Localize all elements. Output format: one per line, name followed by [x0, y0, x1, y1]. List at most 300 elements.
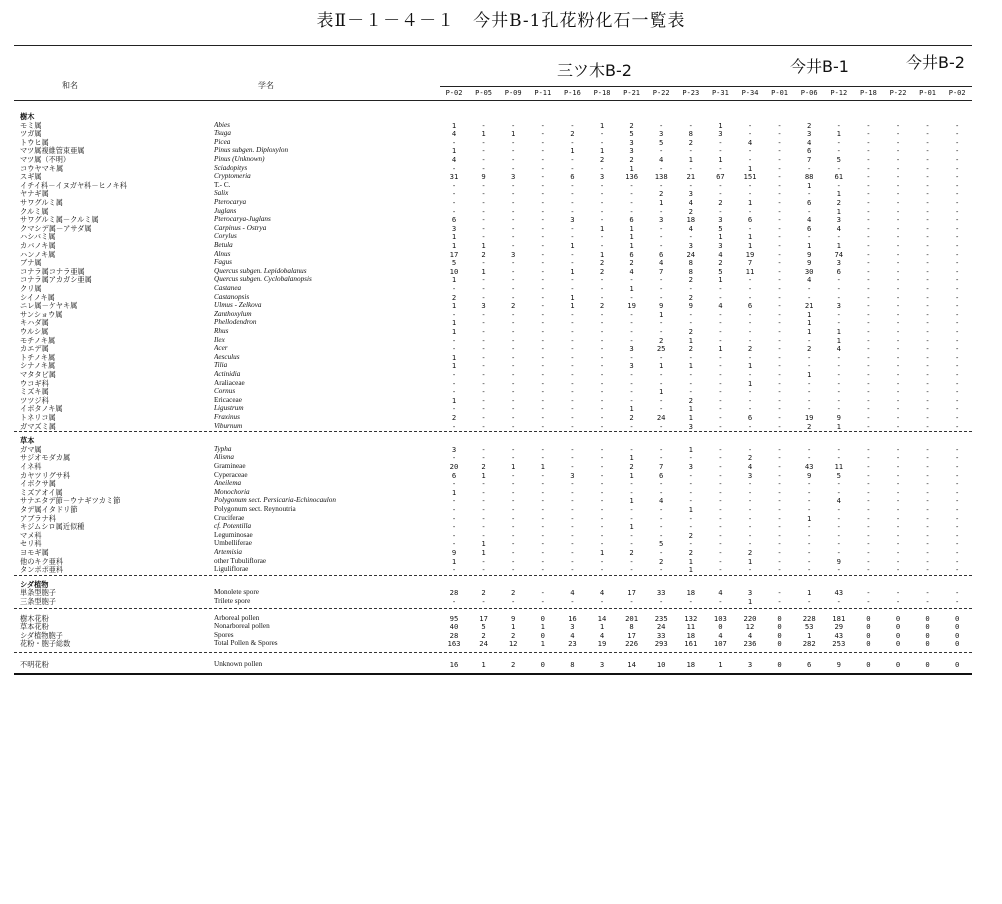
count-cell: -	[451, 206, 457, 216]
count-cell: -	[866, 404, 871, 414]
count-cell: 17	[627, 630, 636, 640]
count-cell: 3	[570, 215, 575, 225]
count-cell: 24	[656, 413, 666, 422]
count-cell: -	[807, 387, 812, 397]
count-cell: -	[807, 487, 812, 497]
count-cell: 1	[688, 335, 693, 345]
count-cell: 40	[449, 622, 459, 632]
count-cell: 6	[807, 660, 812, 669]
count-cell: -	[747, 206, 753, 216]
count-cell: -	[629, 335, 634, 345]
count-cell: 0	[866, 630, 871, 640]
count-cell: -	[540, 301, 545, 311]
count-cell: -	[895, 505, 901, 514]
count-cell: -	[777, 146, 782, 156]
count-cell: 4	[570, 630, 575, 640]
scientific-name: Polygonum sect. Persicaria-Echinocaulon	[214, 496, 336, 505]
count-cell: -	[540, 548, 545, 557]
scientific-name: Typha	[214, 444, 232, 453]
count-cell: 9	[481, 172, 486, 182]
scientific-name: Tsuga	[214, 129, 231, 138]
count-cell: -	[599, 513, 605, 523]
sample-code: P-22	[889, 89, 907, 97]
count-cell: 2	[688, 206, 693, 216]
count-cell: -	[629, 395, 634, 405]
count-cell: -	[777, 370, 782, 379]
count-cell: -	[599, 404, 605, 414]
count-cell: -	[925, 172, 930, 182]
count-cell: -	[540, 232, 545, 242]
count-cell: 2	[481, 588, 486, 598]
count-cell: -	[866, 163, 871, 173]
count-cell: -	[807, 522, 812, 532]
count-cell: -	[570, 513, 575, 523]
count-cell: -	[925, 206, 930, 216]
scientific-name: Quercus subgen. Cyclobalanopsis	[214, 275, 312, 284]
count-cell: -	[481, 309, 486, 319]
count-cell: -	[866, 284, 871, 293]
count-cell: 1	[836, 241, 841, 250]
count-cell: 5	[836, 470, 841, 480]
count-cell: -	[777, 172, 782, 182]
count-cell: 1	[511, 462, 516, 471]
count-cell: -	[925, 309, 930, 319]
count-cell: -	[895, 361, 901, 371]
count-cell: -	[866, 258, 871, 268]
count-cell: -	[895, 292, 901, 302]
count-cell: -	[570, 198, 575, 207]
sample-code: P-16	[563, 89, 581, 97]
count-cell: 9	[688, 301, 693, 311]
group-label-mitsugi-b2: 三ツ木B-2	[557, 61, 632, 80]
count-cell: 1	[807, 588, 812, 598]
table-row	[0, 639, 1002, 648]
count-cell: 1	[511, 622, 516, 632]
scientific-name: Acer	[214, 344, 228, 353]
count-cell: 10	[449, 266, 459, 276]
count-cell: 9	[511, 613, 516, 623]
count-cell: -	[807, 189, 812, 199]
count-cell: 0	[925, 630, 930, 640]
scientific-name: Zanthoxylum	[214, 309, 252, 318]
japanese-name: セリ科	[20, 539, 42, 549]
count-cell: 1	[570, 266, 575, 276]
count-cell: -	[955, 137, 960, 147]
count-cell: 0	[925, 613, 930, 623]
count-cell: -	[599, 137, 605, 147]
count-cell: 1	[599, 146, 605, 156]
count-cell: -	[895, 530, 901, 540]
count-cell: -	[511, 453, 516, 463]
count-cell: 12	[745, 622, 755, 632]
count-cell: -	[925, 470, 930, 480]
group-underline	[440, 86, 972, 87]
count-cell: -	[895, 155, 901, 164]
count-cell: -	[836, 120, 841, 130]
count-cell: -	[629, 539, 634, 549]
count-cell: 2	[688, 344, 693, 354]
count-cell: -	[718, 556, 723, 566]
count-cell: 1	[807, 630, 812, 640]
count-cell: 1	[540, 622, 545, 632]
count-cell: 107	[713, 639, 727, 649]
count-cell: -	[540, 470, 545, 480]
count-cell: -	[451, 479, 457, 489]
japanese-name: 三条型胞子	[20, 597, 56, 606]
japanese-name: クリ属	[20, 284, 42, 293]
count-cell: -	[866, 597, 871, 606]
count-cell: -	[718, 470, 723, 480]
count-cell: -	[955, 479, 960, 489]
sample-code: P-12	[830, 89, 848, 97]
count-cell: 6	[807, 146, 812, 156]
count-cell: -	[481, 479, 486, 489]
count-cell: 3	[451, 444, 457, 454]
count-cell: -	[570, 387, 575, 397]
count-cell: -	[451, 597, 457, 606]
count-cell: -	[925, 378, 930, 388]
count-cell: -	[511, 258, 516, 268]
japanese-name: ニレ属－ケヤキ属	[20, 301, 78, 311]
japanese-name: ミズアオイ属	[20, 487, 63, 497]
count-cell: -	[659, 404, 664, 414]
count-cell: 1	[451, 327, 457, 336]
count-cell: -	[925, 318, 930, 328]
count-cell: -	[629, 505, 634, 514]
count-cell: -	[777, 335, 782, 345]
count-cell: -	[777, 275, 782, 285]
count-cell: 1	[747, 597, 753, 606]
count-cell: 4	[718, 249, 723, 259]
count-cell: -	[540, 275, 545, 285]
count-cell: -	[511, 470, 516, 480]
count-cell: -	[895, 513, 901, 523]
count-cell: -	[540, 453, 545, 463]
count-cell: -	[895, 453, 901, 463]
count-cell: -	[629, 327, 634, 336]
count-cell: -	[570, 318, 575, 328]
count-cell: 1	[807, 370, 812, 379]
count-cell: -	[451, 387, 457, 397]
count-cell: -	[925, 556, 930, 566]
count-cell: -	[659, 370, 664, 379]
japanese-name: サジオモダカ属	[20, 453, 71, 463]
count-cell: 1	[688, 505, 693, 514]
count-cell: 3	[747, 470, 753, 480]
count-cell: -	[570, 421, 575, 431]
count-cell: -	[866, 223, 871, 233]
count-cell: -	[511, 387, 516, 397]
count-cell: -	[895, 258, 901, 268]
count-cell: 5	[659, 539, 664, 549]
group-label-imai-b2: 今井B-2	[906, 53, 965, 72]
count-cell: -	[807, 444, 812, 454]
count-cell: -	[599, 395, 605, 405]
count-cell: -	[895, 539, 901, 549]
count-cell: -	[540, 404, 545, 414]
scientific-name: Total Pollen & Spores	[214, 639, 278, 648]
count-cell: 1	[688, 404, 693, 414]
count-cell: -	[481, 505, 486, 514]
count-cell: -	[895, 421, 901, 431]
count-cell: -	[688, 487, 693, 497]
count-cell: -	[866, 556, 871, 566]
count-cell: 74	[834, 249, 844, 259]
count-cell: 228	[802, 613, 816, 623]
table-row	[0, 660, 1002, 669]
count-cell: 19	[745, 249, 755, 259]
count-cell: -	[925, 479, 930, 489]
count-cell: -	[777, 301, 782, 311]
count-cell: -	[718, 530, 723, 540]
count-cell: 3	[836, 301, 841, 311]
scientific-name: Monochoria	[214, 487, 250, 496]
count-cell: 33	[656, 630, 666, 640]
japanese-name: ウルシ属	[20, 327, 49, 336]
section-divider	[14, 575, 972, 576]
count-cell: -	[511, 378, 516, 388]
count-cell: 1	[807, 180, 812, 190]
count-cell: -	[955, 395, 960, 405]
count-cell: 1	[718, 232, 723, 242]
count-cell: -	[540, 155, 545, 164]
count-cell: 2	[629, 413, 634, 422]
count-cell: -	[570, 120, 575, 130]
count-cell: -	[511, 413, 516, 422]
count-cell: -	[688, 318, 693, 328]
scientific-name: Alisma	[214, 453, 234, 462]
count-cell: 3	[836, 258, 841, 268]
japanese-name: 草本花粉	[20, 622, 49, 632]
count-cell: -	[659, 180, 664, 190]
count-cell: -	[866, 232, 871, 242]
count-cell: 24	[479, 639, 488, 649]
count-cell: 5	[451, 258, 457, 268]
count-cell: 4	[747, 137, 753, 147]
japanese-name: マメ科	[20, 530, 42, 540]
scientific-name: Pinus subgen. Diploxylon	[214, 146, 289, 155]
count-cell: 0	[777, 622, 782, 632]
count-cell: 4	[659, 155, 664, 164]
count-cell: 2	[836, 198, 841, 207]
count-cell: -	[481, 223, 486, 233]
count-cell: -	[955, 530, 960, 540]
count-cell: -	[747, 522, 753, 532]
count-cell: 3	[481, 301, 486, 311]
count-cell: -	[629, 275, 634, 285]
count-cell: -	[599, 232, 605, 242]
count-cell: 3	[718, 241, 723, 250]
count-cell: -	[836, 163, 841, 173]
count-cell: -	[895, 172, 901, 182]
count-cell: -	[747, 395, 753, 405]
scientific-name: Araliaceae	[214, 378, 245, 387]
count-cell: -	[511, 163, 516, 173]
count-cell: 4	[836, 344, 841, 354]
count-cell: -	[866, 378, 871, 388]
count-cell: 2	[629, 462, 634, 471]
count-cell: 1	[836, 421, 841, 431]
count-cell: -	[570, 539, 575, 549]
scientific-name: Actinidia	[214, 370, 241, 378]
count-cell: -	[570, 155, 575, 164]
count-cell: 3	[659, 215, 664, 225]
count-cell: -	[540, 198, 545, 207]
count-cell: -	[955, 597, 960, 606]
count-cell: -	[718, 292, 723, 302]
count-cell: -	[895, 249, 901, 259]
scientific-name: Pinus (Unknown)	[214, 155, 265, 163]
count-cell: 4	[629, 266, 634, 276]
count-cell: -	[540, 180, 545, 190]
count-cell: -	[599, 597, 605, 606]
count-cell: -	[955, 462, 960, 471]
count-cell: -	[629, 530, 634, 540]
count-cell: -	[570, 565, 575, 575]
count-cell: -	[629, 309, 634, 319]
count-cell: -	[599, 309, 605, 319]
count-cell: -	[511, 327, 516, 336]
count-cell: -	[540, 335, 545, 345]
count-cell: -	[895, 301, 901, 311]
count-cell: -	[511, 206, 516, 216]
count-cell: -	[718, 413, 723, 422]
count-cell: -	[688, 352, 693, 362]
scientific-name: Cruciferae	[214, 513, 245, 522]
count-cell: -	[866, 215, 871, 225]
count-cell: -	[540, 597, 545, 606]
count-cell: -	[777, 232, 782, 242]
count-cell: 7	[659, 266, 664, 276]
count-cell: -	[599, 496, 605, 506]
japanese-name: ツツジ科	[20, 395, 49, 405]
count-cell: 4	[747, 630, 753, 640]
count-cell: 1	[481, 660, 486, 669]
count-cell: -	[659, 378, 664, 388]
japanese-name: トチノキ属	[20, 352, 56, 362]
count-cell: -	[511, 487, 516, 497]
count-cell: -	[718, 146, 723, 156]
count-cell: -	[866, 421, 871, 431]
count-cell: 8	[629, 622, 634, 632]
count-cell: -	[925, 301, 930, 311]
japanese-name: カエデ属	[20, 344, 49, 354]
count-cell: -	[836, 146, 841, 156]
count-cell: 0	[777, 660, 782, 669]
count-cell: -	[718, 453, 723, 463]
count-cell: -	[718, 327, 723, 336]
count-cell: 4	[659, 258, 664, 268]
sample-code: P-21	[623, 89, 641, 97]
count-cell: -	[659, 275, 664, 285]
count-cell: 2	[659, 189, 664, 199]
count-cell: -	[718, 361, 723, 371]
count-cell: -	[718, 206, 723, 216]
count-cell: -	[451, 163, 457, 173]
count-cell: -	[540, 496, 545, 506]
count-cell: -	[866, 327, 871, 336]
count-cell: -	[747, 370, 753, 379]
count-cell: 19	[597, 639, 607, 649]
count-cell: -	[481, 453, 486, 463]
count-cell: -	[836, 292, 841, 302]
count-cell: -	[925, 215, 930, 225]
count-cell: -	[599, 413, 605, 422]
count-cell: -	[511, 344, 516, 354]
count-cell: -	[481, 413, 486, 422]
count-cell: 3	[718, 129, 723, 139]
count-cell: 3	[688, 462, 693, 471]
count-cell: 4	[599, 588, 605, 598]
count-cell: -	[540, 137, 545, 147]
count-cell: -	[599, 180, 605, 190]
count-cell: -	[629, 352, 634, 362]
count-cell: -	[481, 137, 486, 147]
count-cell: -	[570, 309, 575, 319]
count-cell: 24	[656, 622, 666, 632]
count-cell: 3	[599, 172, 605, 182]
count-cell: 6	[747, 301, 753, 311]
count-cell: -	[895, 413, 901, 422]
count-cell: -	[451, 309, 457, 319]
count-cell: -	[451, 539, 457, 549]
scientific-name: Unknown pollen	[214, 660, 263, 668]
count-cell: -	[747, 421, 753, 431]
count-cell: 0	[925, 639, 930, 649]
count-cell: 1	[629, 284, 634, 293]
japanese-name: ミズキ属	[20, 387, 49, 397]
count-cell: -	[955, 232, 960, 242]
count-cell: -	[836, 505, 841, 514]
count-cell: -	[747, 404, 753, 414]
count-cell: 61	[834, 172, 844, 182]
count-cell: -	[570, 249, 575, 259]
japanese-name: マツ属複維管束亜属	[20, 146, 85, 156]
count-cell: -	[570, 378, 575, 388]
count-cell: -	[629, 556, 634, 566]
count-cell: -	[895, 565, 901, 575]
count-cell: -	[895, 522, 901, 532]
count-cell: 6	[807, 223, 812, 233]
count-cell: 3	[570, 470, 575, 480]
scientific-name: Nonarboreal pollen	[214, 622, 270, 631]
count-cell: -	[955, 470, 960, 480]
count-cell: -	[777, 395, 782, 405]
count-cell: 282	[802, 639, 816, 649]
count-cell: 1	[481, 539, 486, 549]
count-cell: -	[688, 479, 693, 489]
count-cell: 1	[451, 120, 457, 130]
count-cell: 2	[807, 344, 812, 354]
scientific-name: Leguminosae	[214, 530, 253, 539]
count-cell: 2	[688, 275, 693, 285]
scientific-name: Arboreal pollen	[214, 613, 260, 622]
count-cell: 3	[629, 137, 634, 147]
count-cell: -	[688, 370, 693, 379]
count-cell: 1	[451, 352, 457, 362]
count-cell: -	[659, 232, 664, 242]
count-cell: -	[895, 137, 901, 147]
count-cell: -	[718, 352, 723, 362]
count-cell: 1	[451, 241, 457, 250]
count-cell: -	[511, 496, 516, 506]
japanese-name: 不明花粉	[20, 660, 49, 669]
count-cell: 1	[540, 639, 545, 649]
count-cell: -	[955, 129, 960, 139]
count-cell: -	[540, 344, 545, 354]
scientific-name: other Tubuliflorae	[214, 556, 267, 565]
count-cell: -	[925, 120, 930, 130]
